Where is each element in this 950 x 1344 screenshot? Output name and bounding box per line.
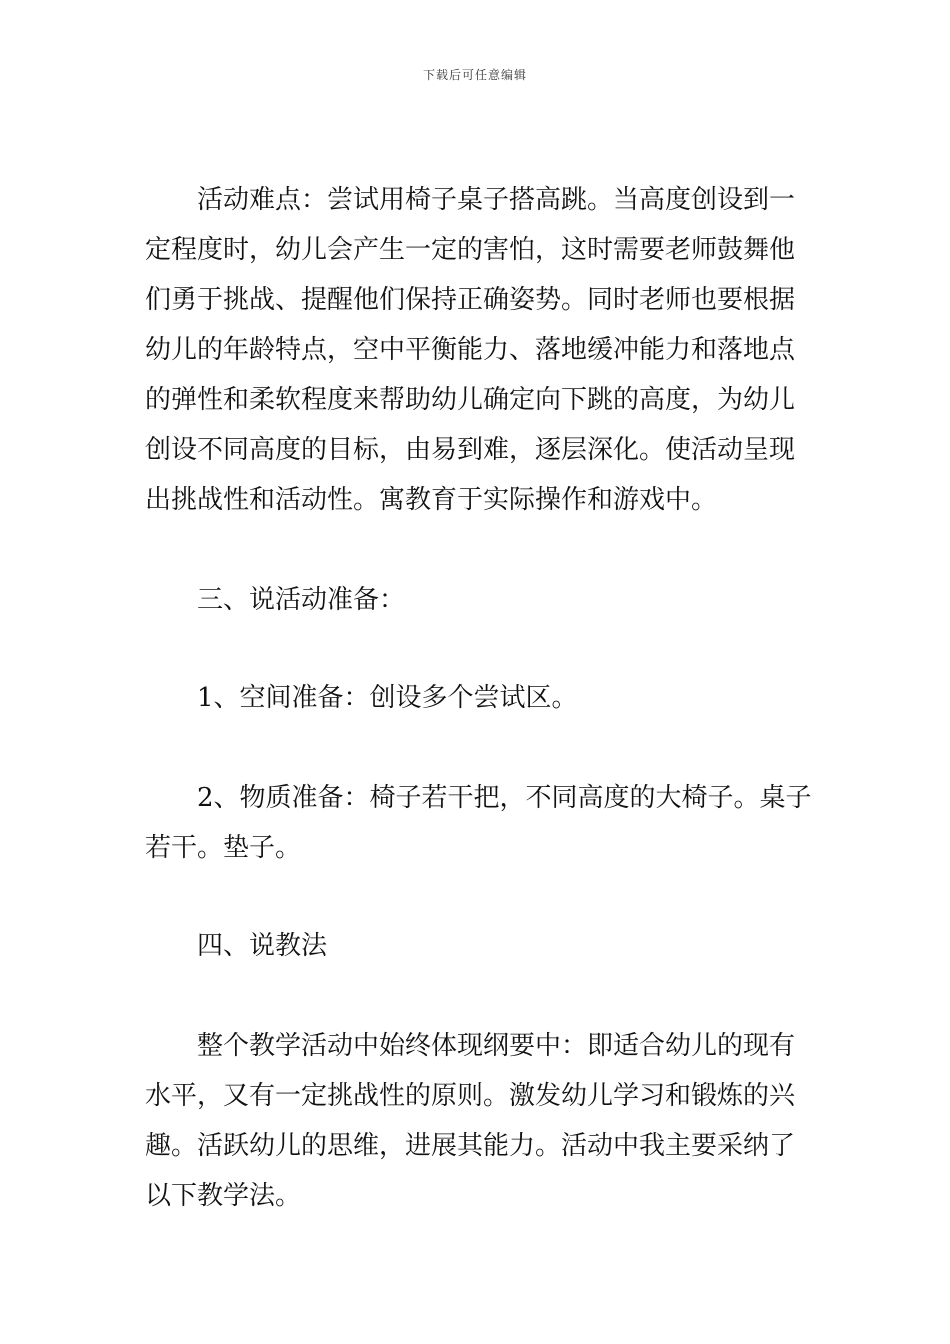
heading-text: 三、说活动准备： bbox=[197, 585, 406, 615]
text-line: 幼儿的年龄特点，空中平衡能力、落地缓冲能力和落地点 bbox=[145, 335, 796, 365]
section-heading-teaching-method bbox=[145, 921, 810, 971]
text-line: 整个教学活动中始终体现纲要中：即适合幼儿的现有 bbox=[197, 1031, 796, 1061]
text-line: 活动难点：尝试用椅子桌子搭高跳。当高度创设到一 bbox=[197, 185, 796, 215]
text-line: 出挑战性和活动性。寓教育于实际操作和游戏中。 bbox=[145, 485, 718, 515]
paragraph-material-preparation bbox=[145, 773, 810, 873]
text-line: 2、物质准备：椅子若干把，不同高度的大椅子。桌子 bbox=[197, 783, 812, 813]
text-line: 创设不同高度的目标，由易到难，逐层深化。使活动呈现 bbox=[145, 435, 796, 465]
text-line: 的弹性和柔软程度来帮助幼儿确定向下跳的高度，为幼儿 bbox=[145, 385, 796, 415]
page-header-note: 下载后可任意编辑 bbox=[422, 68, 527, 82]
text-line: 定程度时，幼儿会产生一定的害怕，这时需要老师鼓舞他 bbox=[145, 235, 796, 265]
section-heading-activity-preparation bbox=[145, 575, 810, 625]
paragraph-space-preparation bbox=[145, 673, 810, 723]
heading-text: 四、说教法 bbox=[197, 931, 328, 961]
paragraph-teaching-method-intro bbox=[145, 1021, 810, 1221]
text-line: 若干。垫子。 bbox=[145, 833, 302, 863]
text-line: 1、空间准备：创设多个尝试区。 bbox=[197, 683, 578, 713]
text-line: 们勇于挑战、提醒他们保持正确姿势。同时老师也要根据 bbox=[145, 285, 796, 315]
text-line: 水平，又有一定挑战性的原则。激发幼儿学习和锻炼的兴 bbox=[145, 1081, 796, 1111]
paragraph-activity-difficulty bbox=[145, 175, 810, 525]
text-line: 以下教学法。 bbox=[145, 1181, 302, 1211]
text-line: 趣。活跃幼儿的思维，进展其能力。活动中我主要采纳了 bbox=[145, 1131, 796, 1161]
